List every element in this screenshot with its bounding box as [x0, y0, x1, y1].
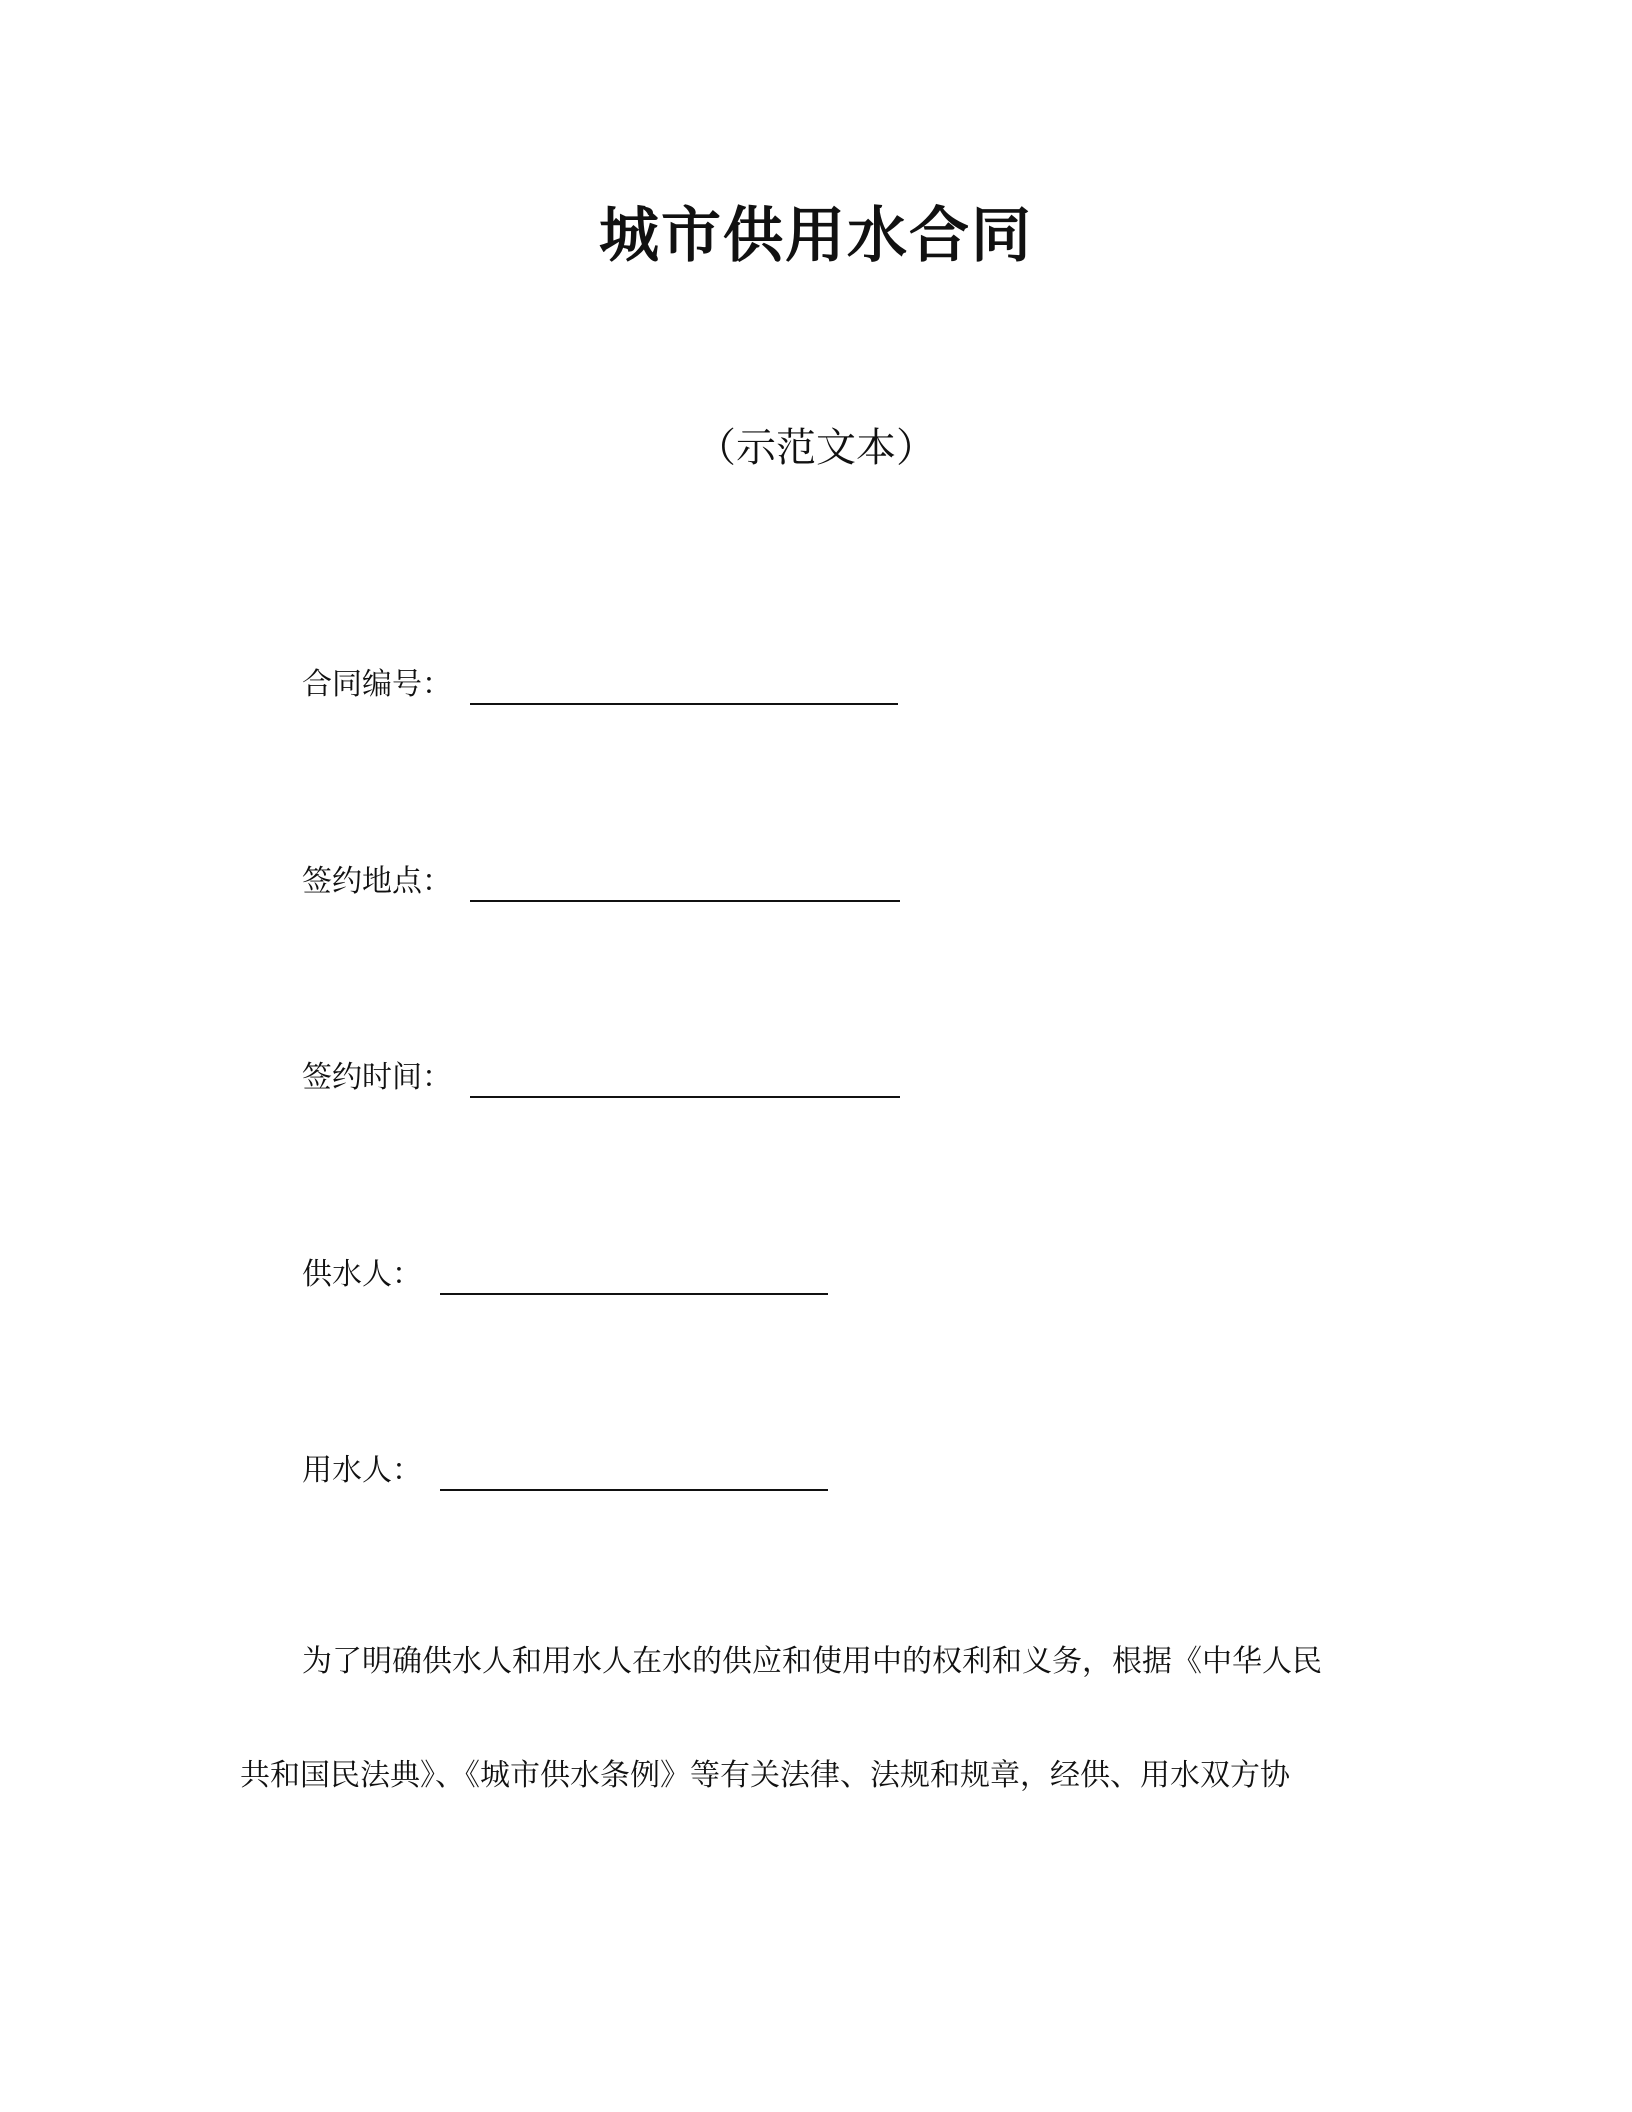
water-user-label: 用水人：: [302, 1453, 422, 1488]
document-subtitle: （示范文本）: [696, 425, 936, 471]
signing-place-blank[interactable]: [470, 900, 900, 902]
water-supplier-blank[interactable]: [440, 1293, 828, 1295]
contract-number-field[interactable]: [302, 655, 898, 705]
signing-time-label: 签约时间：: [302, 1060, 452, 1095]
water-supplier-label: 供水人：: [302, 1257, 422, 1292]
preamble-line-1: 为了明确供水人和用水人在水的供应和使用中的权利和义务，根据《中华人民: [302, 1644, 1322, 1679]
signing-time-field[interactable]: [302, 1048, 900, 1098]
water-user-field[interactable]: [302, 1441, 828, 1491]
signing-time-blank[interactable]: [470, 1096, 900, 1098]
water-supplier-field[interactable]: [302, 1245, 828, 1295]
signing-place-label: 签约地点：: [302, 864, 452, 899]
contract-number-blank[interactable]: [470, 703, 898, 705]
document-title: 城市供用水合同: [599, 201, 1033, 271]
water-user-blank[interactable]: [440, 1489, 828, 1491]
contract-number-label: 合同编号：: [302, 667, 452, 702]
preamble-line-2: 共和国民法典》、《城市供水条例》等有关法律、法规和规章，经供、用水双方协: [240, 1758, 1290, 1793]
signing-place-field[interactable]: [302, 852, 900, 902]
